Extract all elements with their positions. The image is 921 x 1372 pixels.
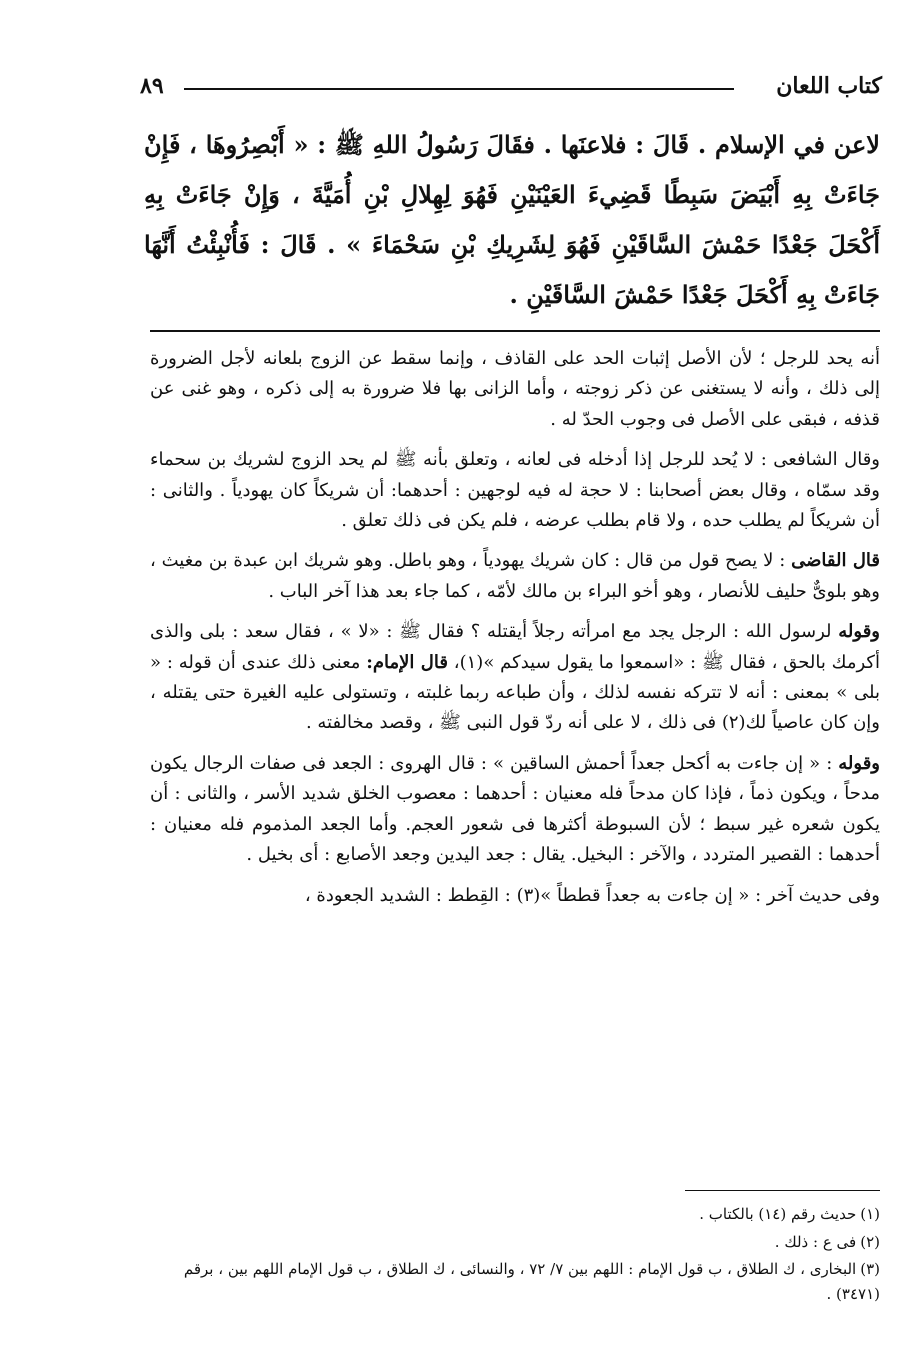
footnote-text: البخارى ، ك الطلاق ، ب قول الإمام : اللهم بين ٧/ ٧٢ ، والنسائى ، ك الطلاق ، ب قول الإمام اللهم بين ، برقم (٣٤٧١) . [183,1260,880,1303]
paragraph-body: لرسول الله : الرجل يجد مع امرأته رجلاً أيقتله ؟ فقال ﷺ : «لا » ، فقال سعد : بلى والذى أكرمك بالحق ، فقال ﷺ : «اسمعوا ما يقول سيدكم »(١)، [150,621,880,673]
commentary-paragraph-1: أنه يحد للرجل ؛ لأن الأصل إثبات الحد على القاذف ، وإنما سقط عن الزوج بلعانه لأجل الضرورة إلى ذلك ، وأنه لا يستغنى عن ذكر زوجته ، وأما الزانى بها فلا ضرورة به إلى ذكره ، وهو غنى عن قذفه ، فبقى على الأصل فى وجوب الحدّ له . [150,348,880,430]
footnote-rule [685,1190,880,1191]
footnote [150,1257,880,1306]
commentary-paragraph-2: وقال الشافعى : لا يُحد للرجل إذا أدخله فى لعانه ، وتعلق بأنه ﷺ لم يحد الزوج لشريك بن سحماء وقد سمّاه ، وقال بعض أصحابنا : لا حجة له فيه لوجهين : أحدهما: أن شريكاً كان يهودياً . والثانى : أن شريكاً لم يطلب حده ، ولا قام بطلب عرضه ، فلم يكن فى ذلك تعلق . [150,449,880,532]
commentary-paragraph-3 [150,546,880,607]
running-title: كتاب اللعان [776,73,882,99]
paragraph-body: : « إن جاءت به أكحل جعداً أحمش الساقين » : قال الهروى : الجعد فى صفات الرجال يكون مدحاً ، ويكون ذماً ، فإذا كان مدحاً فله معنيان : أحدهما : معصوب الخلق شديد الأسر ، والثانى : أن يكون شعره غير سبط ؛ لأن السبوطة أكثرها فى شعور العجم. وأما الجعد المذموم فله معنيان : أحدهما : القصير المتردد ، والآخر : البخيل. يقال : جعد اليدين وجعد الأصابع : أى بخيل . [150,752,880,866]
footnote-text: فى ع : ذلك . [774,1232,857,1251]
footnote-text: حديث رقم (١٤) بالكتاب . [699,1205,857,1223]
footnote-number: (١) [860,1205,880,1223]
paragraph-inline-lead: قال الإمام: [366,651,448,673]
commentary-paragraph-6: وفى حديث آخر : « إن جاءت به جعداً قططاً »(٣) : القِطط : الشديد الجعودة ، [304,884,880,906]
page-number: ٨٩ [140,73,164,99]
paragraph-lead: وقوله [838,621,880,643]
page-header [140,68,882,108]
footnote [150,1230,880,1255]
hadith-text: لاعن في الإسلام . قَالَ : فلاعنَها . فقَالَ رَسُولُ اللهِ ﷺ : « أَبْصِرُوهَا ، فَإِنْ جَاءَتْ بِهِ أَبْيَضَ سَبِطًا قَضِيءَ العَيْنَيْنِ فَهُوَ لِهِلالِ بْنِ أُمَيَّةَ ، وَإِنْ جَاءَتْ بِهِ أَكْحَلَ جَعْدًا حَمْشَ السَّاقَيْنِ فَهُوَ لِشَرِيكِ بْنِ سَحْمَاءَ » . قَالَ : فَأُنْبِئْتُ أَنَّهَا جَاءَتْ بِهِ أَكْحَلَ جَعْدًا حَمْشَ السَّاقَيْنِ . [144,130,880,309]
paragraph-body: : لا يصح قول من قال : كان شريك يهودياً ، وهو باطل. وهو شريك ابن عبدة بن مغيث ، وهو بلوىٌّ حليف للأنصار ، وهو أخو البراء بن مالك لأمّه ، كما جاء بعد هذا آخر الباب . [150,550,880,602]
paragraph-body-continued: معنى ذلك عندى أن قوله : « بلى » بمعنى : أنه لا تتركه نفسه لذلك ، وأن طباعه ربما غلبته ، وتستولى عليه الغيرة حتى يقتله ، وإن كان عاصياً لك(٢) فى ذلك ، لا على أنه ردّ قول النبى ﷺ ، وقصد مخالفته . [150,651,880,734]
footnote [150,1202,880,1227]
commentary-paragraph-5 [150,749,880,871]
commentary [150,344,880,921]
footnote-number: (٢) [860,1232,880,1251]
footnote-number: (٣) [860,1260,880,1278]
footnotes [150,1202,880,1309]
commentary-paragraph-4 [150,617,880,739]
paragraph-lead: قال القاضى [791,550,880,572]
header-rule [184,88,734,90]
paragraph-lead: وقوله [838,752,880,774]
section-divider [150,330,880,332]
